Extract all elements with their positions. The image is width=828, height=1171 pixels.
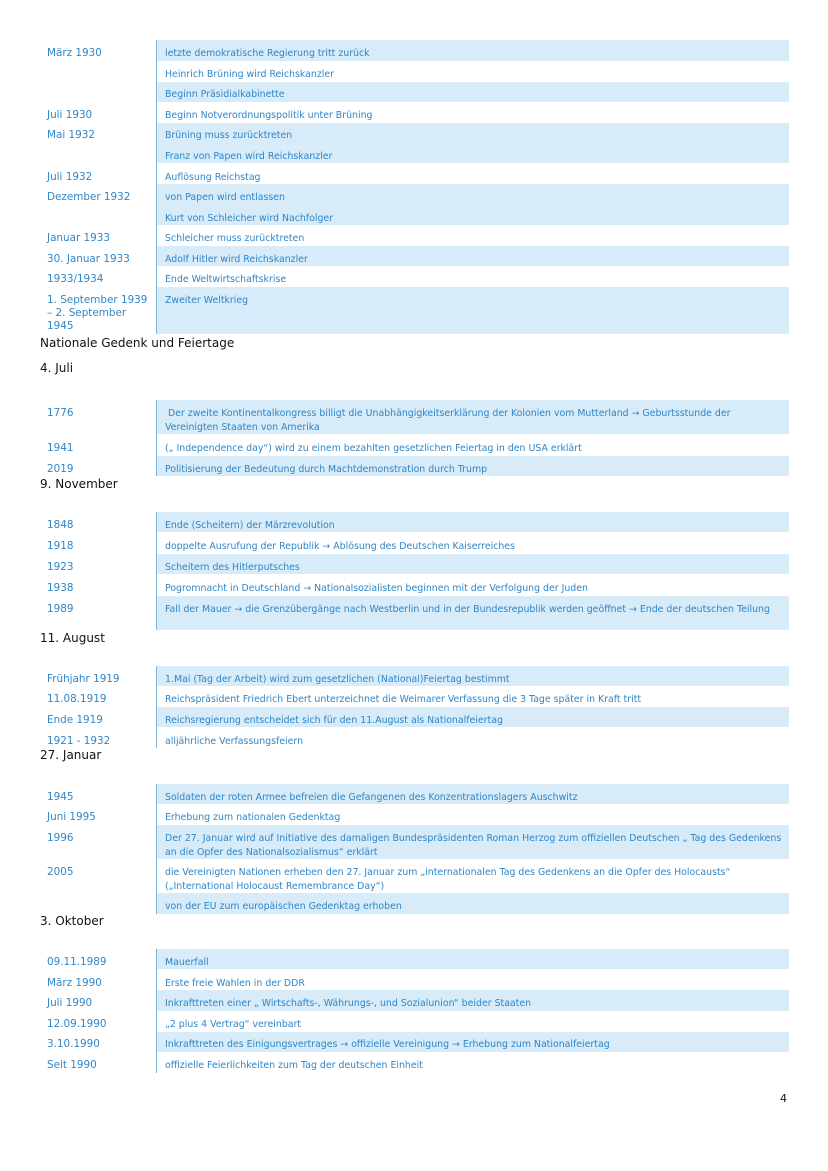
row-text: Erhebung zum nationalen Gedenktag (165, 812, 341, 823)
row-date: 1933/1934 (47, 273, 104, 285)
row-text: Zweiter Weltkrieg (165, 295, 249, 306)
row-date: 2019 (47, 463, 74, 475)
row-text: von der EU zum europäischen Gedenktag erhoben (165, 901, 402, 912)
row-date: Juli 1932 (47, 171, 93, 183)
row-date: 1923 (47, 561, 74, 573)
row-date: 1776 (47, 407, 74, 419)
row-text: Reichsregierung entscheidet sich für den 11.August als Nationalfeiertag (165, 715, 503, 726)
section-heading: 4. Juli (40, 361, 74, 375)
row-date: März 1990 (47, 977, 102, 989)
row-text: Beginn Notverordnungspolitik unter Brüning (165, 110, 373, 121)
section-heading: 11. August (40, 631, 105, 645)
row-date: 1989 (47, 603, 74, 615)
row-text: Pogromnacht in Deutschland → Nationalsozialisten beginnen mit der Verfolgung der Juden (165, 583, 588, 594)
row-text: alljährliche Verfassungsfeiern (165, 736, 304, 747)
row-text: von Papen wird entlassen (165, 192, 285, 203)
row-text: Der zweite Kontinentalkongress billigt die Unabhängigkeitserklärung der Kolonien vom Mutterland → Geburtsstunde der Vereinigten Staaten von Amerika (165, 408, 734, 433)
row-date: Januar 1933 (47, 232, 110, 244)
row-text: Heinrich Brüning wird Reichskanzler (165, 69, 334, 80)
row-text: Auflösung Reichstag (165, 172, 261, 183)
row-text: Ende (Scheitern) der Märzrevolution (165, 520, 335, 531)
section-heading: 27. Januar (40, 748, 102, 762)
row-text: Der 27. Januar wird auf Initiative des damaligen Bundespräsidenten Roman Herzog zum offiziellen Deutschen „ Tag des Gedenkens an die Opfer des Nationalsozialismus“ erklärt (165, 833, 782, 858)
row-text: („ Independence day“) wird zu einem bezahlten gesetzlichen Feiertag in den USA erklärt (165, 443, 582, 454)
row-date: 3.10.1990 (47, 1038, 100, 1050)
row-date: Juni 1995 (47, 811, 96, 823)
row-date: März 1930 (47, 47, 102, 59)
row-text: Brüning muss zurücktreten (165, 130, 293, 141)
row-text: Fall der Mauer → die Grenzübergänge nach Westberlin und in der Bundesrepublik werden geöffnet → Ende der deutschen Teilung (165, 604, 770, 615)
row-date: 1941 (47, 442, 74, 454)
row-text: doppelte Ausrufung der Republik → Ablösung des Deutschen Kaiserreiches (165, 541, 515, 552)
row-text: Erste freie Wahlen in der DDR (165, 978, 305, 989)
row-text: Ende Weltwirtschaftskrise (165, 274, 287, 285)
row-text: Politisierung der Bedeutung durch Machtdemonstration durch Trump (165, 464, 488, 475)
row-text: „2 plus 4 Vertrag“ vereinbart (165, 1019, 301, 1030)
row-date: 12.09.1990 (47, 1018, 107, 1030)
section-heading: 3. Oktober (40, 914, 104, 928)
row-text: die Vereinigten Nationen erheben den 27. Januar zum „internationalen Tag des Gedenkens an die Opfer des Holocausts“ („International Holocaust Remembrance Day“) (165, 867, 731, 892)
row-text: Inkrafttreten einer „ Wirtschafts-, Währungs-, und Sozialunion“ beider Staaten (165, 998, 532, 1009)
row-date: Mai 1932 (47, 129, 95, 141)
row-text: Scheitern des Hitlerputsches (165, 562, 300, 573)
row-date: 1938 (47, 582, 74, 594)
row-text: Mauerfall (165, 957, 209, 968)
row-text: Soldaten der roten Armee befreien die Gefangenen des Konzentrationslagers Auschwitz (165, 792, 578, 803)
row-date: Juli 1990 (47, 997, 93, 1009)
row-date: Juli 1930 (47, 109, 93, 121)
row-date: Dezember 1932 (47, 191, 131, 203)
row-date: 1996 (47, 832, 74, 844)
row-date: 1918 (47, 540, 74, 552)
row-text: Kurt von Schleicher wird Nachfolger (165, 213, 334, 224)
row-text: Schleicher muss zurücktreten (165, 233, 305, 244)
row-date: 30. Januar 1933 (47, 253, 130, 265)
row-text: Reichspräsident Friedrich Ebert unterzeichnet die Weimarer Verfassung die 3 Tage später in Kraft tritt (165, 694, 642, 705)
section-heading: Nationale Gedenk und Feiertage (40, 336, 235, 350)
row-text: Franz von Papen wird Reichskanzler (165, 151, 333, 162)
row-text: Beginn Präsidialkabinette (165, 89, 285, 100)
section-heading: 9. November (40, 477, 118, 491)
row-date: 1. September 1939 – 2. September 1945 (47, 294, 148, 332)
row-date: Ende 1919 (47, 714, 103, 726)
row-date: 1848 (47, 519, 74, 531)
row-date: Seit 1990 (47, 1059, 97, 1071)
row-text: offizielle Feierlichkeiten zum Tag der deutschen Einheit (165, 1060, 423, 1071)
row-text: Inkrafttreten des Einigungsvertrages → offizielle Vereinigung → Erhebung zum Nationalfeiertag (165, 1039, 610, 1050)
row-text: letzte demokratische Regierung tritt zurück (165, 48, 370, 59)
page-number: 4 (780, 1092, 787, 1105)
row-date: Frühjahr 1919 (47, 673, 120, 685)
row-date: 1921 - 1932 (47, 735, 111, 747)
row-date: 1945 (47, 791, 74, 803)
row-date: 09.11.1989 (47, 956, 107, 968)
row-text: Adolf Hitler wird Reichskanzler (165, 254, 308, 265)
row-date: 2005 (47, 866, 74, 878)
row-date: 11.08.1919 (47, 693, 107, 705)
row-text: 1.Mai (Tag der Arbeit) wird zum gesetzlichen (National)Feiertag bestimmt (165, 674, 510, 685)
